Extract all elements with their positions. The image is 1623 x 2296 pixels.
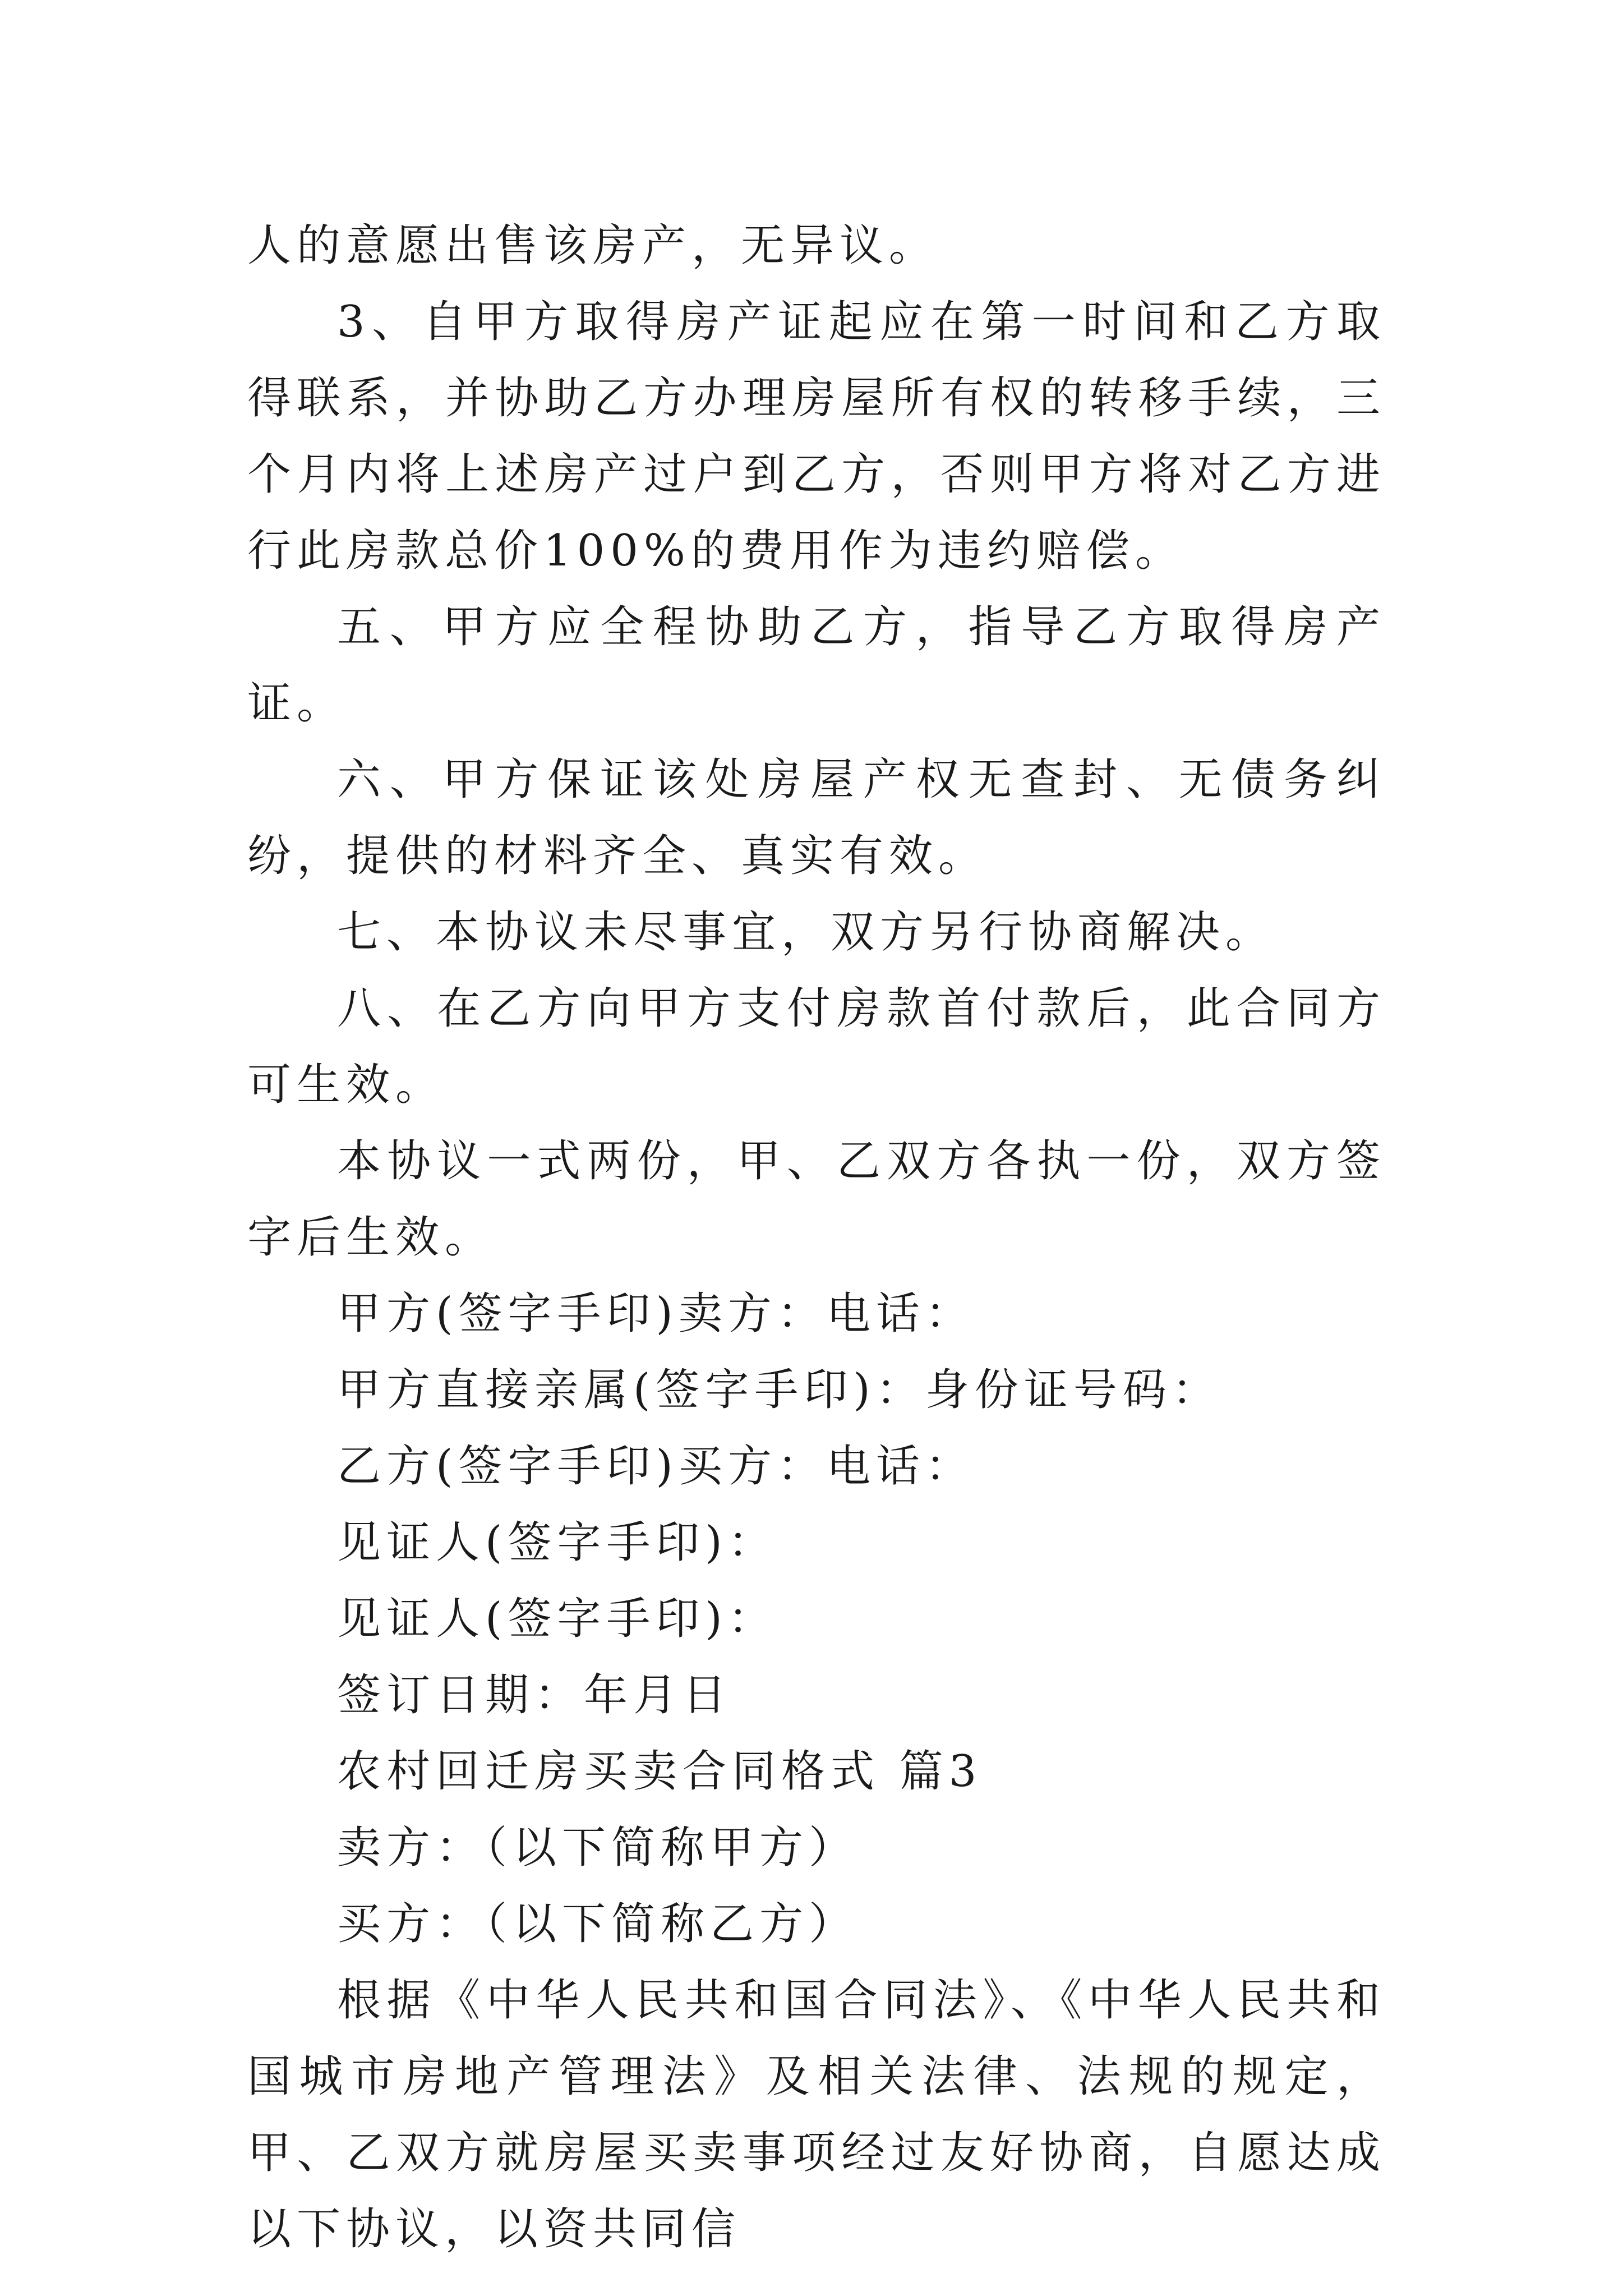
clause-3: 3、自甲方取得房产证起应在第一时间和乙方取得联系，并协助乙方办理房屋所有权的转移手续，三个月内将上述房产过户到乙方，否则甲方将对乙方进行此房款总价100%的费用作为违约赔偿。 [247, 297, 1386, 576]
clause-6: 六、甲方保证该处房屋产权无查封、无债务纠纷，提供的材料齐全、真实有效。 [247, 754, 1386, 881]
signature-witness-1: 见证人(签字手印)： [337, 1517, 777, 1568]
seller-line: 卖方：（以下简称甲方） [337, 1823, 859, 1873]
preamble-paragraph: 根据《中华人民共和国合同法》、《中华人民共和国城市房地产管理法》及相关法律、法规的规定，甲、乙双方就房屋买卖事项经过友好协商，自愿达成以下协议，以资共同信 [247, 1975, 1386, 2254]
document-body [247, 208, 1386, 2267]
clause-7: 七、本协议未尽事宜，双方另行协商解决。 [337, 907, 1275, 958]
paragraph-continuation: 人的意愿出售该房产，无异议。 [247, 220, 939, 271]
section-heading: 农村回迁房买卖合同格式 篇3 [337, 1746, 983, 1797]
signature-party-a-relative: 甲方直接亲属(签字手印)：身份证号码： [337, 1365, 1221, 1415]
signing-date: 签订日期：年月日 [337, 1670, 732, 1720]
copies-clause: 本协议一式两份，甲、乙双方各执一份，双方签字后生效。 [247, 1136, 1386, 1263]
signature-witness-2: 见证人(签字手印)： [337, 1594, 777, 1644]
signature-party-a: 甲方(签字手印)卖方：电话： [337, 1289, 975, 1339]
buyer-line: 买方：（以下简称乙方） [337, 1899, 859, 1949]
clause-5: 五、甲方应全程协助乙方，指导乙方取得房产证。 [247, 602, 1386, 729]
clause-8: 八、在乙方向甲方支付房款首付款后，此合同方可生效。 [247, 983, 1386, 1110]
signature-party-b: 乙方(签字手印)买方：电话： [337, 1441, 975, 1492]
